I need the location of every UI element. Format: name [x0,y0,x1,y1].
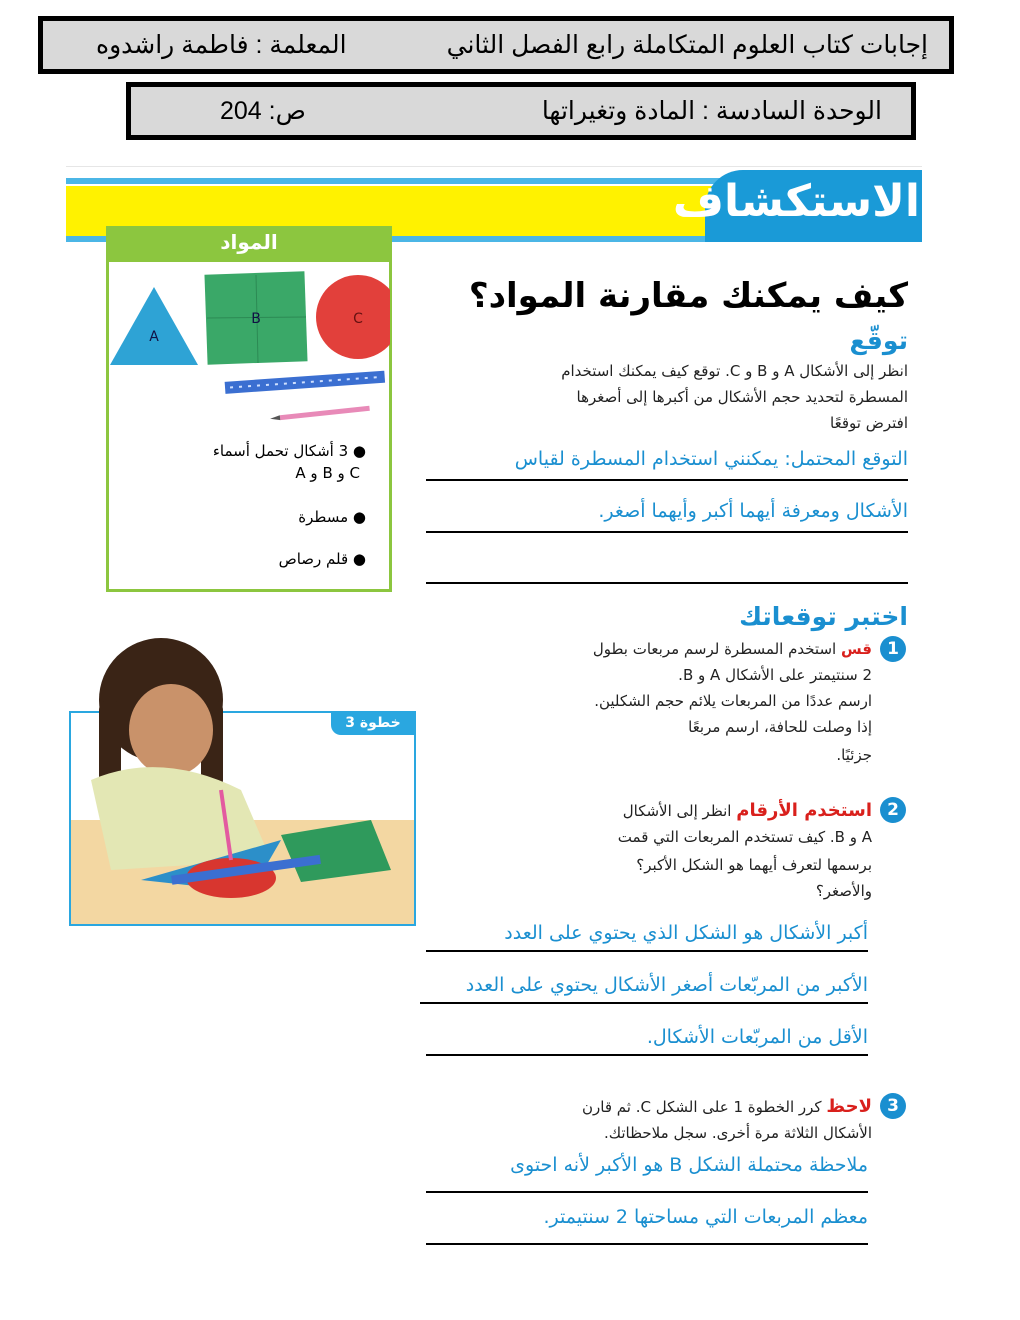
materials-illustration [110,265,390,425]
answer-line [426,1243,868,1245]
pencil-icon [270,406,370,421]
step-3-answer-2: معظم المربعات التي مساحتها 2 سنتيمتر. [543,1206,868,1228]
answer-line [426,1191,868,1193]
step-2-answer-1: أكبر الأشكال هو الشكل الذي يحتوي على العدد [504,922,868,944]
answer-line [426,582,908,584]
predict-heading: توقّع [849,326,908,355]
step-2-line-4: والأصغر؟ [815,882,872,900]
triangle-label: A [149,329,159,345]
answer-line [426,479,908,481]
materials-item-shape-names: C و B و A [295,464,360,482]
header-teacher-name: المعلمة : فاطمة راشدوه [96,31,347,59]
test-heading: اختبر توقعاتك [739,602,908,631]
activity-photo [71,630,414,924]
answer-line [420,1002,868,1004]
step-1-line-2: 2 سنتيمتر على الأشكال A و B. [678,666,872,684]
materials-item-pencil: ● قلم رصاص [278,550,366,568]
predict-answer-2: الأشكال ومعرفة أيهما أكبر وأيهما أصغر. [598,500,908,522]
answer-line [426,531,908,533]
step-3-label: لاحظ [826,1096,872,1117]
step-1-line-4: إذا وصلت للحافة، ارسم مربعًا [688,718,872,736]
predict-line-1: انظر إلى الأشكال A و B و C. توقع كيف يمكنك استخدام [561,362,908,380]
triangle-shape [110,287,198,365]
materials-item-ruler: ● مسطرة [298,508,366,526]
step-badge: خطوة 3 [331,711,415,735]
predict-answer-1: التوقع المحتمل: يمكنني استخدام المسطرة لقياس [514,448,908,470]
step-2-answer-3: الأقل من المربّعات الأشكال. [646,1026,868,1048]
step-2-line-2: A و B. كيف تستخدم المربعات التي قمت [617,828,872,846]
predict-line-2: المسطرة لتحديد حجم الأشكال من أكبرها إلى أصغرها [576,388,908,406]
answer-line [426,1054,868,1056]
header-book-title: إجابات كتاب العلوم المتكاملة رابع الفصل الثاني [446,31,928,59]
child-face [129,684,213,776]
step-3-answer-1: ملاحظة محتملة الشكل B هو الأكبر لأنه احتوى [510,1154,868,1176]
step-2-line-3: برسمها لتعرف أيهما هو الشكل الأكبر؟ [636,856,872,874]
step-2-number: 2 [880,797,906,823]
header-page-number: ص: 204 [220,97,306,125]
step-2-answer-2: الأكبر من المربّعات أصغر الأشكال يحتوي على العدد [465,974,868,996]
step-1-line-5: جزئيًا. [836,746,872,764]
step-3-line-2: الأشكال الثلاثة مرة أخرى. سجل ملاحظاتك. [603,1124,872,1142]
materials-title: المواد [220,230,278,254]
materials-item-shapes: ● 3 أشكال تحمل أسماء [212,442,366,460]
step-3-number: 3 [880,1093,906,1119]
step-2-label: استخدم الأرقام [736,800,872,821]
step-2-line-1: استخدم الأرقام انظر إلى الأشكال [622,800,872,821]
circle-label: C [353,311,363,327]
answer-line [426,950,868,952]
step-3-line-1: لاحظ كرر الخطوة 1 على الشكل C. ثم قارن [582,1096,872,1117]
ruler-icon [225,371,385,394]
step-1-label: قس [840,640,872,658]
step-1-number: 1 [880,636,906,662]
question-title: كيف يمكنك مقارنة المواد؟ [468,276,908,316]
square-label: B [251,311,261,327]
header-unit-title: الوحدة السادسة : المادة وتغيراتها [541,97,882,125]
step-1-line-3: ارسم عددًا من المربعات يلائم حجم الشكلين. [594,692,872,710]
predict-line-3: افترض توقعًا [830,414,908,432]
step-1-line-1: قس استخدم المسطرة لرسم مربعات بطول [592,640,872,658]
banner-title: الاستكشاف [672,176,920,227]
banner-top-line [66,166,922,167]
